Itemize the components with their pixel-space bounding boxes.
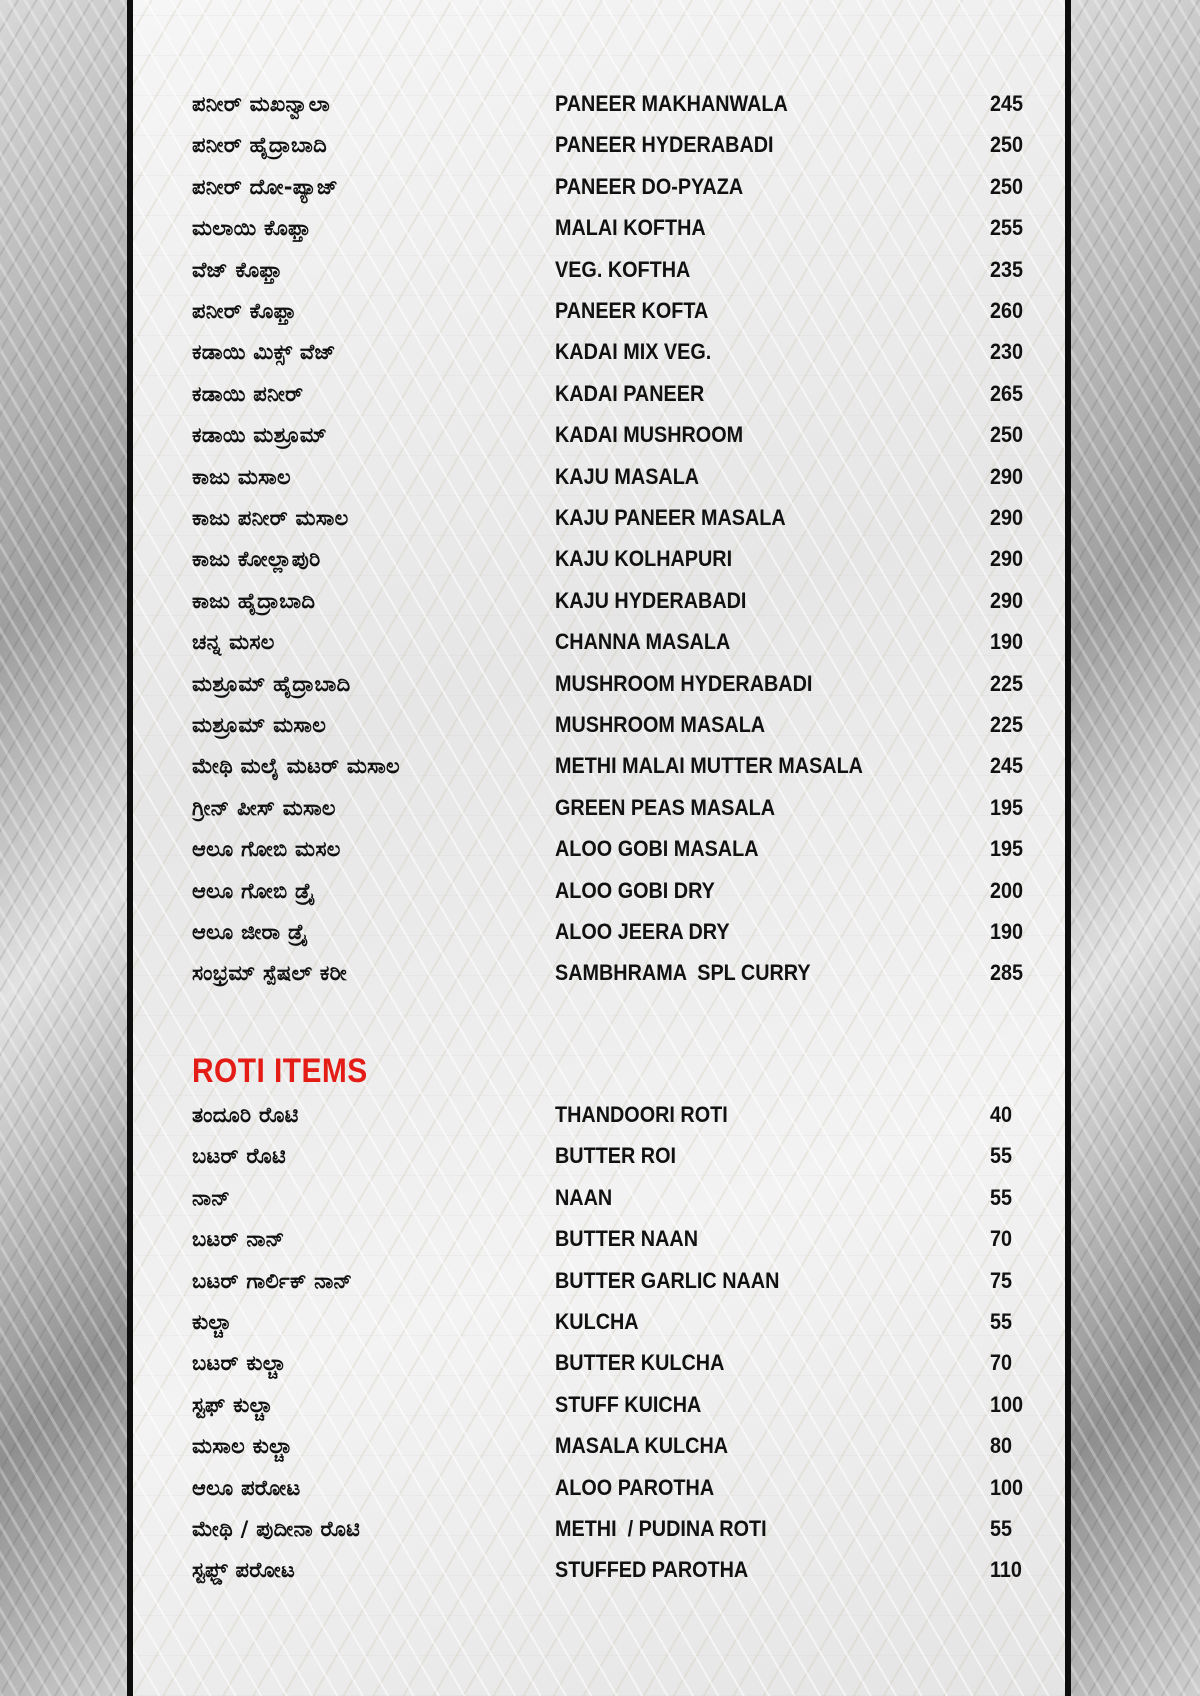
item-price: 55 xyxy=(990,1143,1013,1169)
item-price: 250 xyxy=(990,132,1024,158)
item-price: 70 xyxy=(990,1350,1013,1376)
menu-item-row xyxy=(192,86,1032,122)
menu-item-row xyxy=(192,1180,1032,1216)
item-price: 230 xyxy=(990,339,1024,365)
item-name-english: ALOO GOBI DRY xyxy=(555,877,715,903)
menu-item-row xyxy=(192,1138,1032,1174)
item-name-kannada: ಕಾಜು ಪನೀರ್ ಮಸಾಲ xyxy=(192,506,349,530)
item-name-kannada: ಮೇಥಿ / ಪುದೀನಾ ರೊಟಿ xyxy=(192,1517,361,1541)
item-name-english: KADAI PANEER xyxy=(555,380,705,406)
tile-background-left xyxy=(0,0,130,1696)
item-name-kannada: ಆಲೂ ಪರೋಟ xyxy=(192,1475,301,1500)
item-price: 195 xyxy=(990,794,1024,820)
item-name-english: PANEER MAKHANWALA xyxy=(555,91,788,116)
item-name-english: KAJU MASALA xyxy=(555,463,700,489)
item-price: 250 xyxy=(990,422,1024,448)
item-price: 40 xyxy=(990,1102,1013,1127)
item-price: 245 xyxy=(990,753,1024,779)
menu-item-row xyxy=(192,583,1032,619)
menu-item-row xyxy=(192,127,1032,163)
menu-item-row xyxy=(192,169,1032,205)
item-name-kannada: ಸ್ಟಫ್ಡ್ ಪರೋಟ xyxy=(192,1558,295,1583)
item-name-kannada: ಬಟರ್ ಕುಲ್ಚಾ xyxy=(192,1351,287,1376)
item-price: 290 xyxy=(990,587,1024,613)
item-name-english: GREEN PEAS MASALA xyxy=(555,794,776,820)
menu-item-row xyxy=(192,1387,1032,1423)
item-name-english: BUTTER KULCHA xyxy=(555,1350,725,1376)
item-name-kannada: ಗ್ರೀನ್ ಪೀಸ್ ಮಸಾಲ xyxy=(192,795,336,820)
item-name-kannada: ಆಲೂ ಗೋಬಿ ಮಸಲ xyxy=(192,837,341,862)
item-name-kannada: ಚನ್ನ ಮಸಲ xyxy=(192,630,275,655)
item-name-english: NAAN xyxy=(555,1184,613,1210)
item-name-kannada: ನಾನ್ xyxy=(192,1185,231,1210)
item-name-english: MUSHROOM HYDERABADI xyxy=(555,670,813,696)
item-name-kannada: ಬಟರ್ ಗಾರ್ಲಿಕ್ ನಾನ್ xyxy=(192,1268,353,1293)
item-price: 55 xyxy=(990,1309,1013,1334)
menu-item-row xyxy=(192,417,1032,453)
menu-item-row xyxy=(192,293,1032,329)
item-name-kannada: ಮಸಾಲ ಕುಲ್ಚಾ xyxy=(192,1434,293,1459)
item-name-english: BUTTER ROI xyxy=(555,1143,677,1169)
item-price: 290 xyxy=(990,463,1024,489)
item-name-english: KADAI MUSHROOM xyxy=(555,422,744,448)
item-price: 255 xyxy=(990,215,1024,241)
item-name-english: CHANNA MASALA xyxy=(555,629,731,655)
item-name-kannada: ಪನೀರ್ ಕೊಫ್ತಾ xyxy=(192,299,297,323)
menu-item-row xyxy=(192,376,1032,412)
menu-item-row xyxy=(192,955,1032,991)
menu-item-row xyxy=(192,1097,1032,1133)
item-price: 200 xyxy=(990,877,1024,903)
item-name-kannada: ಕಡಾಯಿ ಮಿಕ್ಸ್ ವೆಜ್ xyxy=(192,340,336,365)
item-name-kannada: ಕಾಜು ಹೈದ್ರಾಬಾದಿ xyxy=(192,588,316,613)
item-name-kannada: ಮಶ್ರೂಮ್ ಹೈದ್ರಾಬಾದಿ xyxy=(192,671,351,696)
menu-item-row xyxy=(192,748,1032,784)
item-name-english: MUSHROOM MASALA xyxy=(555,712,766,737)
menu-item-row xyxy=(192,831,1032,867)
item-name-english: KAJU KOLHAPURI xyxy=(555,546,733,572)
menu-item-row xyxy=(192,252,1032,288)
item-name-english: PANEER KOFTA xyxy=(555,298,709,323)
item-name-english: SAMBHRAMA SPL CURRY xyxy=(555,960,811,986)
item-name-english: METHI / PUDINA ROTI xyxy=(555,1516,767,1541)
menu-item-row xyxy=(192,1263,1032,1299)
item-name-kannada: ಕಾಜು ಮಸಾಲ xyxy=(192,464,291,489)
item-name-kannada: ವೆಜ್ ಕೊಫ್ತಾ xyxy=(192,257,283,282)
tile-background-right xyxy=(1070,0,1200,1696)
item-price: 190 xyxy=(990,919,1024,944)
item-name-english: PANEER DO-PYAZA xyxy=(555,173,744,199)
menu-item-row xyxy=(192,914,1032,950)
item-price: 225 xyxy=(990,712,1024,737)
menu-item-row xyxy=(192,1470,1032,1506)
menu-item-row xyxy=(192,666,1032,702)
item-name-kannada: ಕುಲ್ಚಾ xyxy=(192,1310,232,1334)
item-name-kannada: ಆಲೂ ಗೋಬಿ ಡ್ರೈ xyxy=(192,878,316,903)
item-name-english: VEG. KOFTHA xyxy=(555,256,691,282)
item-name-kannada: ಬಟರ್ ನಾನ್ xyxy=(192,1227,285,1252)
item-name-english: ALOO PAROTHA xyxy=(555,1474,715,1500)
item-price: 265 xyxy=(990,380,1024,406)
item-name-english: THANDOORI ROTI xyxy=(555,1102,728,1127)
item-name-english: ALOO GOBI MASALA xyxy=(555,836,759,862)
item-name-english: MALAI KOFTHA xyxy=(555,215,706,241)
menu-item-row xyxy=(192,459,1032,495)
item-name-kannada: ಪನೀರ್ ಹೈದ್ರಾಬಾದಿ xyxy=(192,133,327,158)
menu-item-row xyxy=(192,790,1032,826)
item-price: 195 xyxy=(990,836,1024,862)
item-name-kannada: ಸಂಭ್ರಮ್ ಸ್ಪೆಷಲ್ ಕರೀ xyxy=(192,961,348,986)
menu-item-row xyxy=(192,624,1032,660)
item-price: 55 xyxy=(990,1516,1013,1541)
item-name-kannada: ಸ್ಟಫ್ ಕುಲ್ಚಾ xyxy=(192,1392,273,1417)
item-name-english: KULCHA xyxy=(555,1309,639,1334)
item-name-english: METHI MALAI MUTTER MASALA xyxy=(555,753,863,779)
menu-item-row xyxy=(192,210,1032,246)
item-price: 70 xyxy=(990,1226,1013,1252)
item-price: 260 xyxy=(990,298,1024,323)
item-name-kannada: ಬಟರ್ ರೊಟಿ xyxy=(192,1144,287,1169)
item-name-kannada: ಕಡಾಯಿ ಮಶ್ರೂಮ್ xyxy=(192,423,327,448)
item-price: 235 xyxy=(990,256,1024,282)
item-price: 55 xyxy=(990,1184,1013,1210)
item-name-kannada: ಪನೀರ್ ಮಖನ್ವಾಲಾ xyxy=(192,92,330,116)
menu-item-row xyxy=(192,334,1032,370)
item-name-kannada: ಕಡಾಯಿ ಪನೀರ್ xyxy=(192,381,304,406)
item-price: 190 xyxy=(990,629,1024,655)
menu-item-row xyxy=(192,1552,1032,1588)
item-name-english: MASALA KULCHA xyxy=(555,1433,729,1459)
menu-item-row xyxy=(192,1304,1032,1340)
item-price: 80 xyxy=(990,1433,1013,1459)
item-price: 290 xyxy=(990,505,1024,530)
menu-item-row xyxy=(192,707,1032,743)
item-price: 290 xyxy=(990,546,1024,572)
item-name-english: KADAI MIX VEG. xyxy=(555,339,712,365)
item-name-english: BUTTER NAAN xyxy=(555,1226,699,1252)
item-price: 100 xyxy=(990,1391,1024,1417)
item-price: 75 xyxy=(990,1267,1013,1293)
item-name-kannada: ಪನೀರ್ ದೋ-ಪ್ಯಾಜ್ xyxy=(192,174,339,199)
menu-item-row xyxy=(192,1345,1032,1381)
menu-item-row xyxy=(192,1511,1032,1547)
menu-item-row xyxy=(192,873,1032,909)
item-name-kannada: ಮಲಾಯಿ ಕೊಫ್ತಾ xyxy=(192,216,312,241)
item-name-kannada: ಮೇಥಿ ಮಲೈ ಮಟರ್ ಮಸಾಲ xyxy=(192,754,400,779)
panel-border-left xyxy=(127,0,133,1696)
item-name-kannada: ಮಶ್ರೂಮ್ ಮಸಾಲ xyxy=(192,713,327,737)
item-name-english: KAJU HYDERABADI xyxy=(555,587,747,613)
item-name-kannada: ಆಲೂ ಜೀರಾ ಡ್ರೈ xyxy=(192,920,309,944)
item-name-kannada: ತಂದೂರಿ ರೊಟಿ xyxy=(192,1103,299,1127)
item-price: 225 xyxy=(990,670,1024,696)
item-price: 250 xyxy=(990,173,1024,199)
item-name-english: STUFF KUICHA xyxy=(555,1391,702,1417)
item-price: 100 xyxy=(990,1474,1024,1500)
menu-item-row xyxy=(192,500,1032,536)
item-name-english: PANEER HYDERABADI xyxy=(555,132,774,158)
item-name-kannada: ಕಾಜು ಕೋಲ್ಲಾಪುರಿ xyxy=(192,547,321,572)
section-heading-roti: ROTI ITEMS xyxy=(192,1052,368,1090)
menu-item-row xyxy=(192,1428,1032,1464)
menu-item-row xyxy=(192,1221,1032,1257)
item-price: 110 xyxy=(990,1557,1022,1583)
item-name-english: BUTTER GARLIC NAAN xyxy=(555,1267,780,1293)
menu-item-row xyxy=(192,541,1032,577)
panel-border-right xyxy=(1065,0,1071,1696)
item-name-english: KAJU PANEER MASALA xyxy=(555,505,786,530)
item-name-english: ALOO JEERA DRY xyxy=(555,919,730,944)
item-name-english: STUFFED PAROTHA xyxy=(555,1557,749,1583)
item-price: 285 xyxy=(990,960,1024,986)
item-price: 245 xyxy=(990,91,1024,116)
